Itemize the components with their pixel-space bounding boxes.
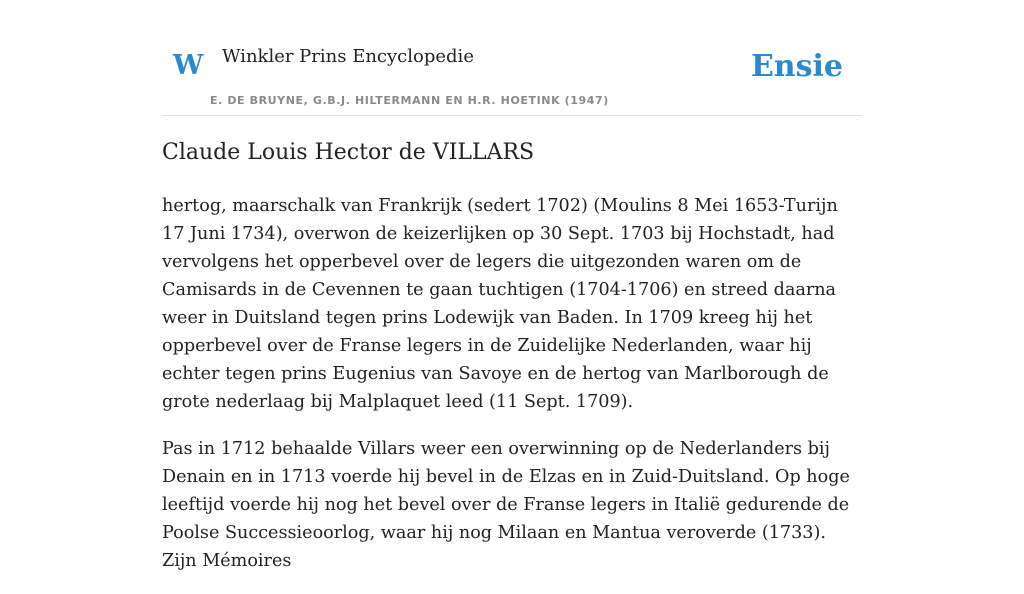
ensie-logo-link[interactable]: Ensie [750,49,843,84]
article-paragraph-2: Pas in 1712 behaalde Villars weer een overwinning op de Nederlanders bij Denain en in 1713 voerde hij bevel in de Elzas en in Zuid-Duitsland. Op hoge leeftijd voerde hij nog het bevel over de Franse legers in Italië gedurende de Poolse Successieoorlog, waar hij nog Milaan en Mantua veroverde (1733). Zijn Mémoires [162,439,850,571]
article-title: Claude Louis Hector de VILLARS [162,140,535,165]
winkler-prins-logo-icon: W [173,50,204,81]
article-body [162,192,862,594]
source-authors: E. DE BRUYNE, G.B.J. HILTERMANN EN H.R. HOETINK (1947) [210,94,609,107]
header [162,38,862,116]
article-paragraph-1: hertog, maarschalk van Frankrijk (sedert 1702) (Moulins 8 Mei 1653-Turijn 17 Juni 1734), overwon de keizerlijken op 30 Sept. 1703 bij Hochstadt, had vervolgens het opperbevel over de legers die uitgezonden waren om de Camisards in de Cevennen te gaan tuchtigen (1704-1706) en streed daarna weer in Duitsland tegen prins Lodewijk van Baden. In 1709 kreeg hij het opperbevel over de Franse legers in de Zuidelijke Nederlanden, waar hij echter tegen prins Eugenius van Savoye en de hertog van Marlborough de grote nederlaag bij Malplaquet leed (11 Sept. 1709). [162,196,838,412]
source-title[interactable]: Winkler Prins Encyclopedie [222,46,474,67]
